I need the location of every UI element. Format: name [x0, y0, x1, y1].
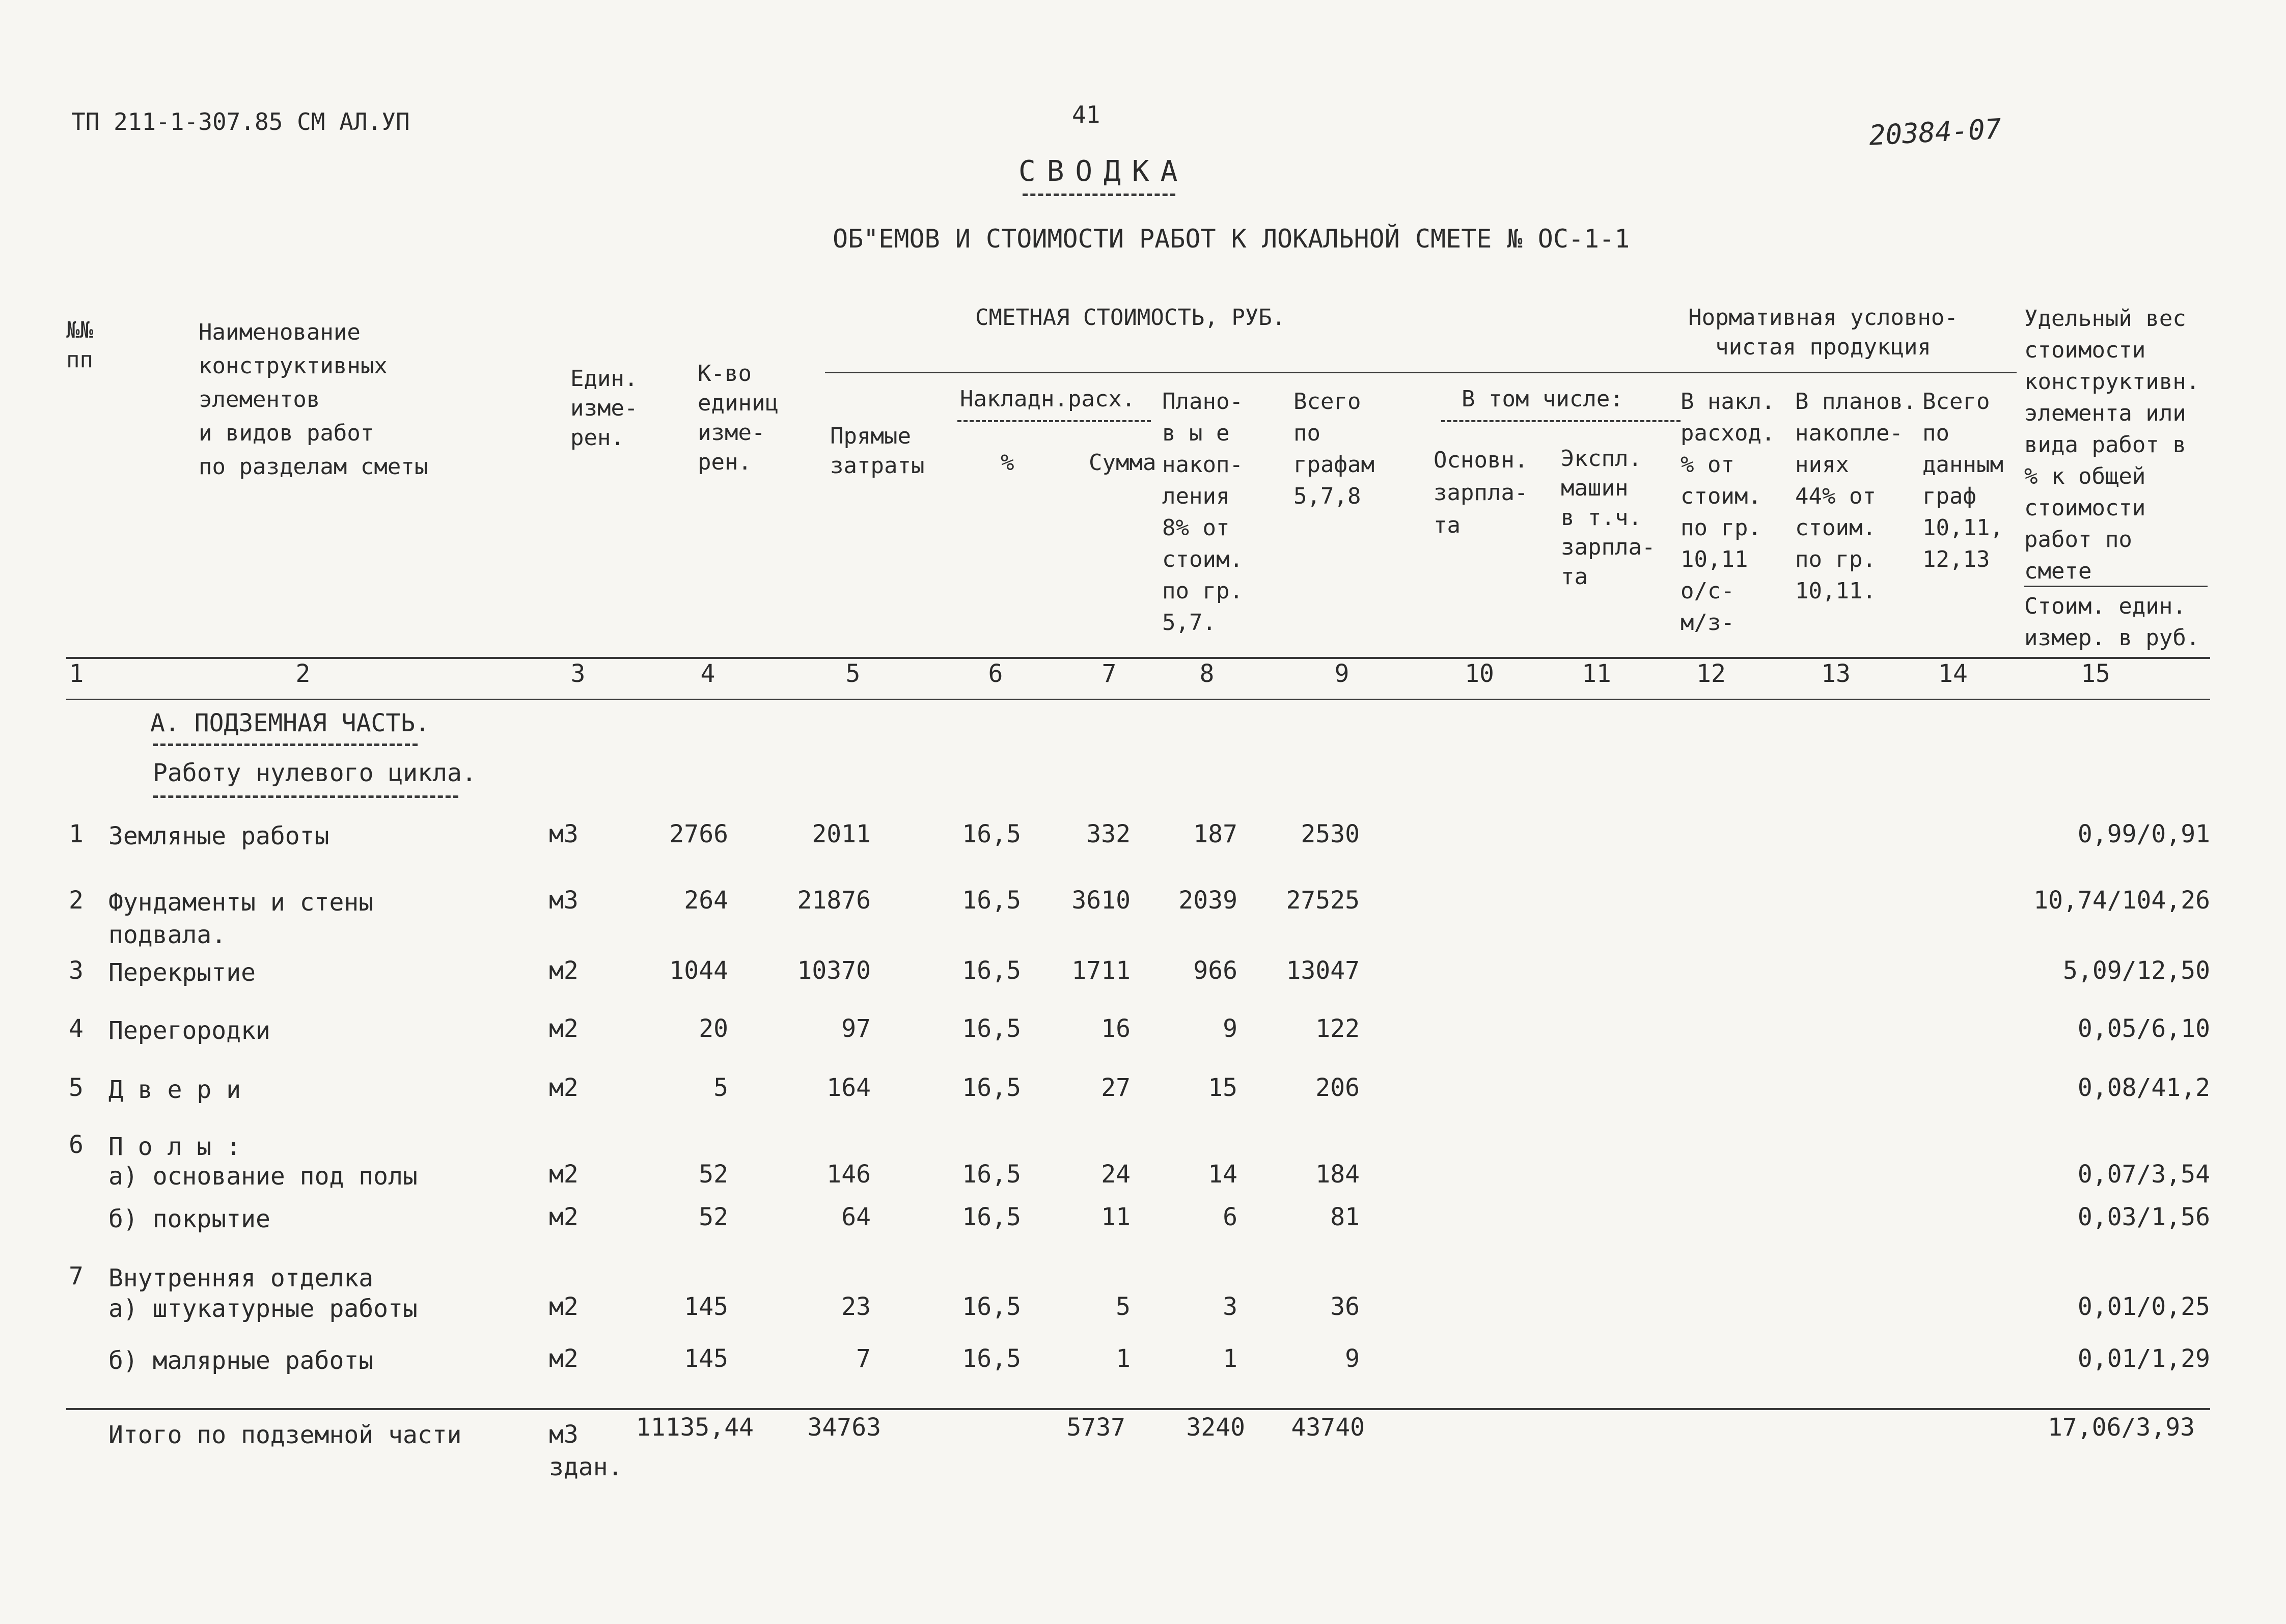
row-total: 13047 [1286, 956, 1360, 985]
row-quantity: 145 [684, 1344, 728, 1373]
col-header-number: №№ пп [66, 317, 93, 373]
row-planned-savings: 6 [1223, 1203, 1237, 1231]
row-overhead-sum: 11 [1101, 1203, 1131, 1231]
total-cost: 43740 [1291, 1413, 1365, 1442]
section-subtitle-underline [153, 795, 458, 798]
row-planned-savings: 14 [1208, 1160, 1237, 1189]
row-direct-costs: 7 [856, 1344, 871, 1373]
column-number: 5 [845, 659, 861, 688]
row-total: 206 [1315, 1074, 1360, 1102]
row-unit: м2 [549, 1014, 579, 1043]
row-quantity: 2766 [669, 820, 728, 848]
column-number: 6 [988, 659, 1003, 688]
row-quantity: 52 [699, 1203, 728, 1231]
row-direct-costs: 2011 [812, 820, 871, 848]
col-group-overhead: Накладн.расх. [960, 386, 1136, 412]
row-total: 27525 [1286, 886, 1360, 915]
row-name: Перекрытие [108, 958, 256, 987]
col-header-base-salary: Основн. зарпла- та [1434, 447, 1528, 538]
row-overhead-percent: 16,5 [962, 1292, 1021, 1321]
row-overhead-percent: 16,5 [962, 956, 1021, 985]
weight-divider [2024, 586, 2208, 587]
section-subtitle: Работу нулевого цикла. [153, 759, 477, 787]
col-group-estimated-cost: СМЕТНАЯ СТОИМОСТЬ, РУБ. [975, 305, 1286, 331]
column-number: 9 [1334, 659, 1349, 688]
row-name: Фундаменты и стены подвала. [108, 888, 374, 949]
row-unit: м2 [549, 1292, 579, 1321]
row-unit: м2 [549, 956, 579, 985]
row-specific-weight: 0,08/41,2 [2077, 1074, 2210, 1102]
row-overhead-sum: 1 [1116, 1344, 1131, 1373]
archive-number: 20384-07 [1868, 113, 2002, 152]
row-total: 36 [1330, 1292, 1360, 1321]
row-unit: м3 [549, 886, 579, 915]
row-overhead-percent: 16,5 [962, 886, 1021, 915]
row-overhead-sum: 332 [1086, 820, 1131, 848]
column-number: 11 [1582, 659, 1611, 688]
col-header-direct-costs: Прямые затраты [830, 423, 925, 479]
col-header-planned-share: В планов. накопле- ниях 44% от стоим. по гр. 10,11. [1795, 389, 1917, 604]
row-planned-savings: 3 [1223, 1292, 1237, 1321]
column-number: 1 [69, 659, 84, 688]
row-name: а) основание под полы [108, 1162, 418, 1191]
column-number: 13 [1821, 659, 1851, 688]
row-specific-weight: 5,09/12,50 [2063, 956, 2210, 985]
row-overhead-percent: 16,5 [962, 1014, 1021, 1043]
row-total: 2530 [1301, 820, 1360, 848]
document-code: ТП 211-1-307.85 СМ АЛ.УП [71, 108, 410, 135]
row-overhead-percent: 16,5 [962, 1074, 1021, 1102]
header-bottom-rule [66, 657, 2210, 659]
col-header-planned-savings: Плано- в ы е накоп- ления 8% от стоим. по гр. 5,7. [1162, 389, 1243, 636]
row-planned-savings: 1 [1223, 1344, 1237, 1373]
column-number: 10 [1465, 659, 1494, 688]
col-header-machine-operation: Экспл. машин в т.ч. зарпла- та [1561, 446, 1656, 590]
col-header-percent: % [1001, 450, 1014, 476]
row-name: б) покрытие [108, 1205, 270, 1233]
col-header-sum: Сумма [1089, 450, 1156, 476]
page-number: 41 [1072, 101, 1100, 128]
total-unit: м3 здан. [549, 1420, 623, 1481]
section-title: А. ПОДЗЕМНАЯ ЧАСТЬ. [150, 709, 430, 737]
col-header-quantity: К-во единиц изме- рен. [698, 361, 779, 475]
row-unit: м2 [549, 1074, 579, 1102]
document-subtitle: ОБ"ЕМОВ И СТОИМОСТИ РАБОТ К ЛОКАЛЬНОЙ СМЕТЕ № ОС-1-1 [833, 224, 1630, 254]
col-header-name: Наименование конструктивных элементов и видов работ по разделам сметы [199, 319, 428, 480]
total-planned-savings: 3240 [1186, 1413, 1245, 1442]
row-specific-weight: 0,03/1,56 [2077, 1203, 2210, 1231]
row-number: 5 [69, 1074, 84, 1102]
row-direct-costs: 146 [827, 1160, 871, 1189]
row-unit: м3 [549, 820, 579, 848]
row-planned-savings: 9 [1223, 1014, 1237, 1043]
row-name: а) штукатурные работы [108, 1295, 418, 1323]
row-quantity: 264 [684, 886, 728, 915]
row-overhead-sum: 1711 [1071, 956, 1131, 985]
row-name: б) малярные работы [108, 1346, 374, 1375]
row-specific-weight: 10,74/104,26 [2033, 886, 2210, 915]
row-unit: м2 [549, 1344, 579, 1373]
total-overhead-sum: 5737 [1066, 1413, 1125, 1442]
row-name: П о л ы : [108, 1133, 241, 1161]
total-specific-weight: 17,06/3,93 [2048, 1413, 2195, 1442]
row-total: 81 [1330, 1203, 1360, 1231]
row-overhead-sum: 24 [1101, 1160, 1131, 1189]
column-number: 2 [295, 659, 311, 688]
row-number: 1 [69, 820, 84, 848]
row-overhead-percent: 16,5 [962, 1160, 1021, 1189]
row-quantity: 52 [699, 1160, 728, 1189]
col-header-total-by-columns: Всего по данным граф 10,11, 12,13 [1922, 389, 2003, 572]
row-unit: м2 [549, 1203, 579, 1231]
row-overhead-percent: 16,5 [962, 1203, 1021, 1231]
row-direct-costs: 64 [841, 1203, 871, 1231]
row-overhead-sum: 5 [1116, 1292, 1131, 1321]
section-title-underline [153, 744, 418, 746]
row-overhead-percent: 16,5 [962, 1344, 1021, 1373]
including-underline [1441, 420, 1681, 422]
row-specific-weight: 0,99/0,91 [2077, 820, 2210, 848]
column-number: 8 [1199, 659, 1215, 688]
row-overhead-percent: 16,5 [962, 820, 1021, 848]
column-number: 14 [1938, 659, 1968, 688]
row-total: 122 [1315, 1014, 1360, 1043]
col-header-total: Всего по графам 5,7,8 [1293, 389, 1374, 509]
row-planned-savings: 2039 [1178, 886, 1237, 915]
total-label: Итого по подземной части [108, 1421, 462, 1449]
col-header-unit-cost: Стоим. един. измер. в руб. [2024, 593, 2200, 651]
total-rule [66, 1408, 2210, 1410]
row-number: 6 [69, 1131, 84, 1159]
row-overhead-sum: 16 [1101, 1014, 1131, 1043]
row-direct-costs: 10370 [797, 956, 871, 985]
row-number: 4 [69, 1014, 84, 1043]
col-header-overhead-share: В накл. расход. % от стоим. по гр. 10,11 о/с- м/з- [1681, 389, 1775, 636]
row-unit: м2 [549, 1160, 579, 1189]
col-group-including: В том числе: [1462, 386, 1623, 412]
row-specific-weight: 0,07/3,54 [2077, 1160, 2210, 1189]
row-specific-weight: 0,01/0,25 [2077, 1292, 2210, 1321]
row-number: 2 [69, 886, 84, 915]
row-total: 9 [1345, 1344, 1360, 1373]
overhead-underline [957, 420, 1151, 422]
title-underline [1023, 194, 1175, 196]
group-divider [825, 372, 1681, 373]
row-name: Внутренняя отделка [108, 1264, 374, 1292]
normative-divider [1681, 372, 2017, 373]
row-direct-costs: 164 [827, 1074, 871, 1102]
row-quantity: 5 [713, 1074, 728, 1102]
document-title: СВОДКА [1018, 155, 1189, 188]
row-quantity: 1044 [669, 956, 728, 985]
row-name: Д в е р и [108, 1076, 241, 1104]
row-planned-savings: 966 [1193, 956, 1237, 985]
column-number: 4 [700, 659, 715, 688]
row-specific-weight: 0,01/1,29 [2077, 1344, 2210, 1373]
row-overhead-sum: 27 [1101, 1074, 1131, 1102]
row-number: 3 [69, 956, 84, 985]
col-group-normative-output: Нормативная условно- чистая продукция [1688, 305, 1958, 360]
row-name: Земляные работы [108, 822, 329, 850]
total-direct-costs: 34763 [807, 1413, 881, 1442]
row-planned-savings: 15 [1208, 1074, 1237, 1102]
row-specific-weight: 0,05/6,10 [2077, 1014, 2210, 1043]
row-total: 184 [1315, 1160, 1360, 1189]
row-planned-savings: 187 [1193, 820, 1237, 848]
column-number: 3 [570, 659, 586, 688]
row-overhead-sum: 3610 [1071, 886, 1131, 915]
column-number: 7 [1101, 659, 1117, 688]
col-header-unit: Един. изме- рен. [570, 366, 638, 451]
row-quantity: 145 [684, 1292, 728, 1321]
row-number: 7 [69, 1262, 84, 1290]
col-header-specific-weight: Удельный вес стоимости конструктивн. элемента или вида работ в % к общей стоимости работ по смете [2024, 306, 2200, 584]
column-number-rule [66, 699, 2210, 700]
row-direct-costs: 23 [841, 1292, 871, 1321]
row-direct-costs: 21876 [797, 886, 871, 915]
row-name: Перегородки [108, 1016, 270, 1045]
total-quantity: 11135,44 [636, 1413, 754, 1442]
row-quantity: 20 [699, 1014, 728, 1043]
row-direct-costs: 97 [841, 1014, 871, 1043]
column-number: 15 [2081, 659, 2110, 688]
column-number: 12 [1696, 659, 1726, 688]
